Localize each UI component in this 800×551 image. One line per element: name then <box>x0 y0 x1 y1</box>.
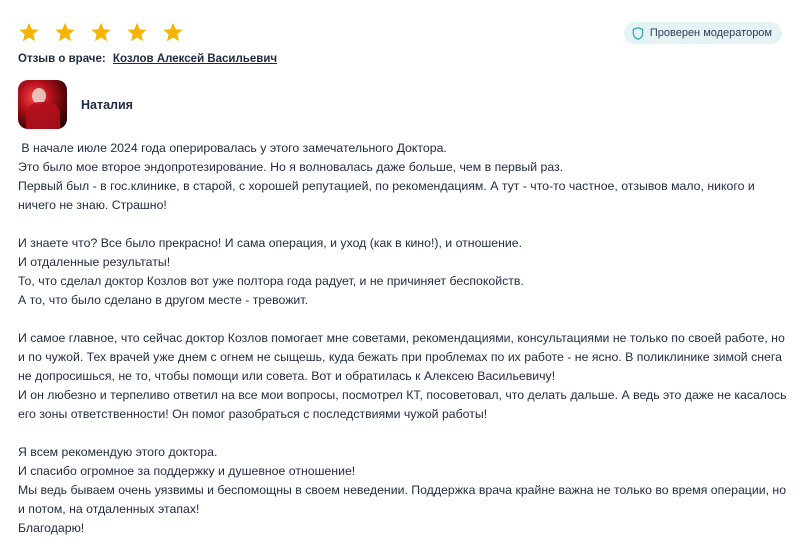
review-line: Мы ведь бываем очень уязвимы и беспомощны в своем неведении. Поддержка врача крайне важна не только во время операции, но и потом, на отдаленных этапах! <box>18 483 787 516</box>
review-line: И знаете что? Все было прекрасно! И сама операция, и уход (как в кино!), и отношение. <box>18 236 523 250</box>
shield-check-icon <box>632 27 644 40</box>
star-icon <box>54 22 76 42</box>
review-line: То, что сделал доктор Козлов вот уже полтора года радует, и не причиняет беспокойств. <box>18 274 524 288</box>
review-line: Первый был - в гос.клинике, в старой, с хорошей репутацией, по рекомендациям. А тут - что-то частное, отзывов мало, никого и ничего не знаю. Страшно! <box>18 179 755 212</box>
review-line: И отдаленные результаты! <box>18 255 171 269</box>
review-author <box>18 80 133 129</box>
review-line: И он любезно и терпеливо ответил на все мои вопросы, посмотрел КТ, посоветовал, что делать дальше. А ведь это даже не касалось его зоны ответственности! Он помог разобраться с последствиями чужой работы! <box>18 388 787 421</box>
avatar <box>18 80 67 129</box>
rating-stars <box>18 22 184 42</box>
review-paragraph <box>18 139 793 215</box>
review-subject <box>18 53 277 65</box>
review-subject-label: Отзыв о враче: <box>18 53 106 65</box>
review-paragraph <box>18 443 793 538</box>
review-line: Это было мое второе эндопротезирование. Но я волновалась даже больше, чем в первый раз. <box>18 160 564 174</box>
star-icon <box>90 22 112 42</box>
review-line: И самое главное, что сейчас доктор Козлов помогает мне советами, рекомендациями, консультациями не только по своей работе, но и по чужой. Тех врачей уже днем с огнем не сыщешь, куда бежать при проблемах по их работе - не ясно. В поликлинике зимой снега не допросишься, не то, чтобы помощи или совета. Вот и обратилась к Алексею Васильевичу! <box>18 331 785 383</box>
star-icon <box>126 22 148 42</box>
doctor-link[interactable]: Козлов Алексей Васильевич <box>112 53 278 65</box>
review-line: И спасибо огромное за поддержку и душевное отношение! <box>18 464 356 478</box>
review-line: А то, что было сделано в другом месте - тревожит. <box>18 293 308 307</box>
moderation-badge-label: Проверен модератором <box>649 27 772 39</box>
star-icon <box>162 22 184 42</box>
review-text <box>18 139 793 538</box>
star-icon <box>18 22 40 42</box>
review-paragraph <box>18 234 793 310</box>
review-line: Я всем рекомендую этого доктора. <box>18 445 218 459</box>
review-line: В начале июле 2024 года оперировалась у этого замечательного Доктора. <box>18 141 447 155</box>
review-line: Благодарю! <box>18 521 85 535</box>
review-paragraph <box>18 329 793 424</box>
moderation-badge <box>624 22 782 44</box>
author-name: Наталия <box>81 97 133 112</box>
